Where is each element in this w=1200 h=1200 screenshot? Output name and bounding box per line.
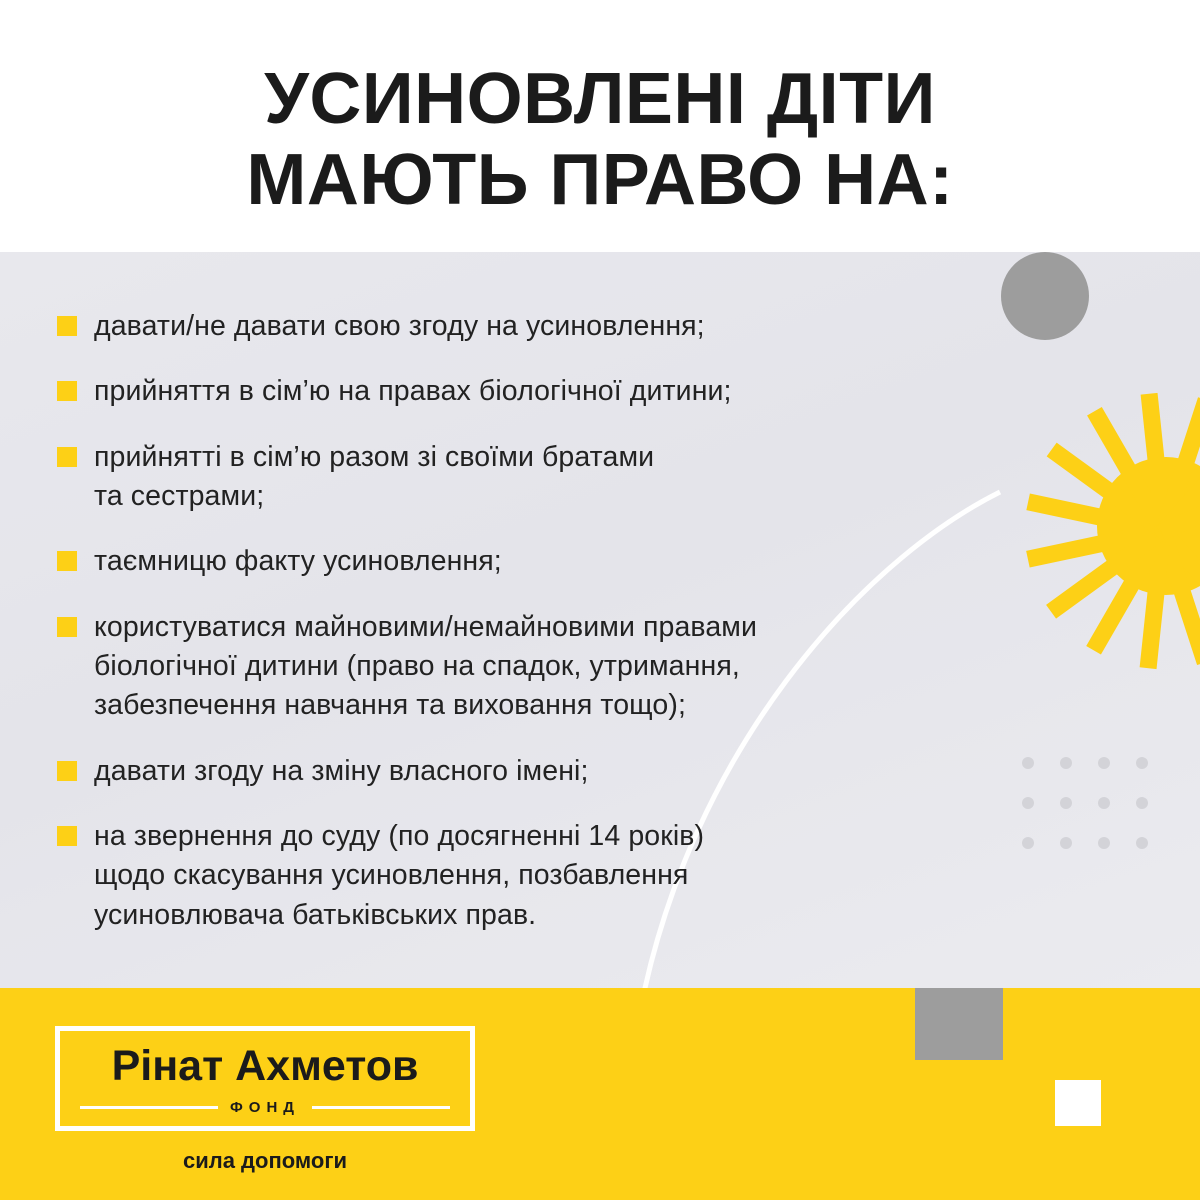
- bullet-icon: [57, 826, 77, 846]
- page-title-line-1: УСИНОВЛЕНІ ДІТИ: [264, 59, 936, 140]
- list-item-text: таємницю факту усиновлення;: [94, 545, 502, 578]
- logo-fond-label: ФОНД: [230, 1099, 300, 1116]
- rights-list: [57, 307, 1067, 961]
- list-item-text: прийнятті в сім’ю разом зі своїми братами та сестрами;: [94, 440, 655, 512]
- list-item-text: користуватися майновими/немайновими правами біологічної дитини (право на спадок, утримання, забезпечення навчання та виховання тощо);: [94, 610, 758, 722]
- bullet-icon: [57, 316, 77, 336]
- bullet-icon: [57, 551, 77, 571]
- content-panel: [0, 252, 1200, 988]
- page-title-line-2: МАЮТЬ ПРАВО НА:: [246, 140, 954, 220]
- list-item: [57, 542, 1067, 581]
- bullet-icon: [57, 761, 77, 781]
- tagline: сила допомоги: [182, 1148, 348, 1173]
- logo-subline: [80, 1099, 450, 1116]
- poster-header: [0, 0, 1200, 252]
- list-item-text: давати/не давати свою згоду на усиновлення;: [94, 310, 705, 342]
- bullet-icon: [57, 617, 77, 637]
- logo-name: Рінат Ахметов: [111, 1042, 419, 1090]
- decorative-gray-square-icon: [915, 988, 1003, 1060]
- list-item: [57, 372, 1067, 411]
- list-item: [57, 307, 1067, 346]
- foundation-logo: [55, 1026, 475, 1131]
- list-item-text: давати згоду на зміну власного імені;: [94, 754, 589, 787]
- list-item: [57, 608, 1067, 726]
- bullet-icon: [57, 447, 77, 467]
- list-item: [57, 752, 1067, 791]
- list-item-text: прийняття в сім’ю на правах біологічної дитини;: [94, 375, 732, 408]
- poster-footer: [0, 988, 1200, 1200]
- list-item-text: на звернення до суду (по досягненні 14 років) щодо скасування усиновлення, позбавлення усиновлювача батьківських прав.: [94, 819, 705, 931]
- logo-rule-right: [312, 1106, 450, 1109]
- logo-frame: [55, 1026, 475, 1131]
- decorative-white-square-icon: [1055, 1080, 1101, 1126]
- bullet-icon: [57, 381, 77, 401]
- logo-rule-left: [80, 1106, 218, 1109]
- list-item: [57, 817, 1067, 935]
- list-item: [57, 438, 1067, 517]
